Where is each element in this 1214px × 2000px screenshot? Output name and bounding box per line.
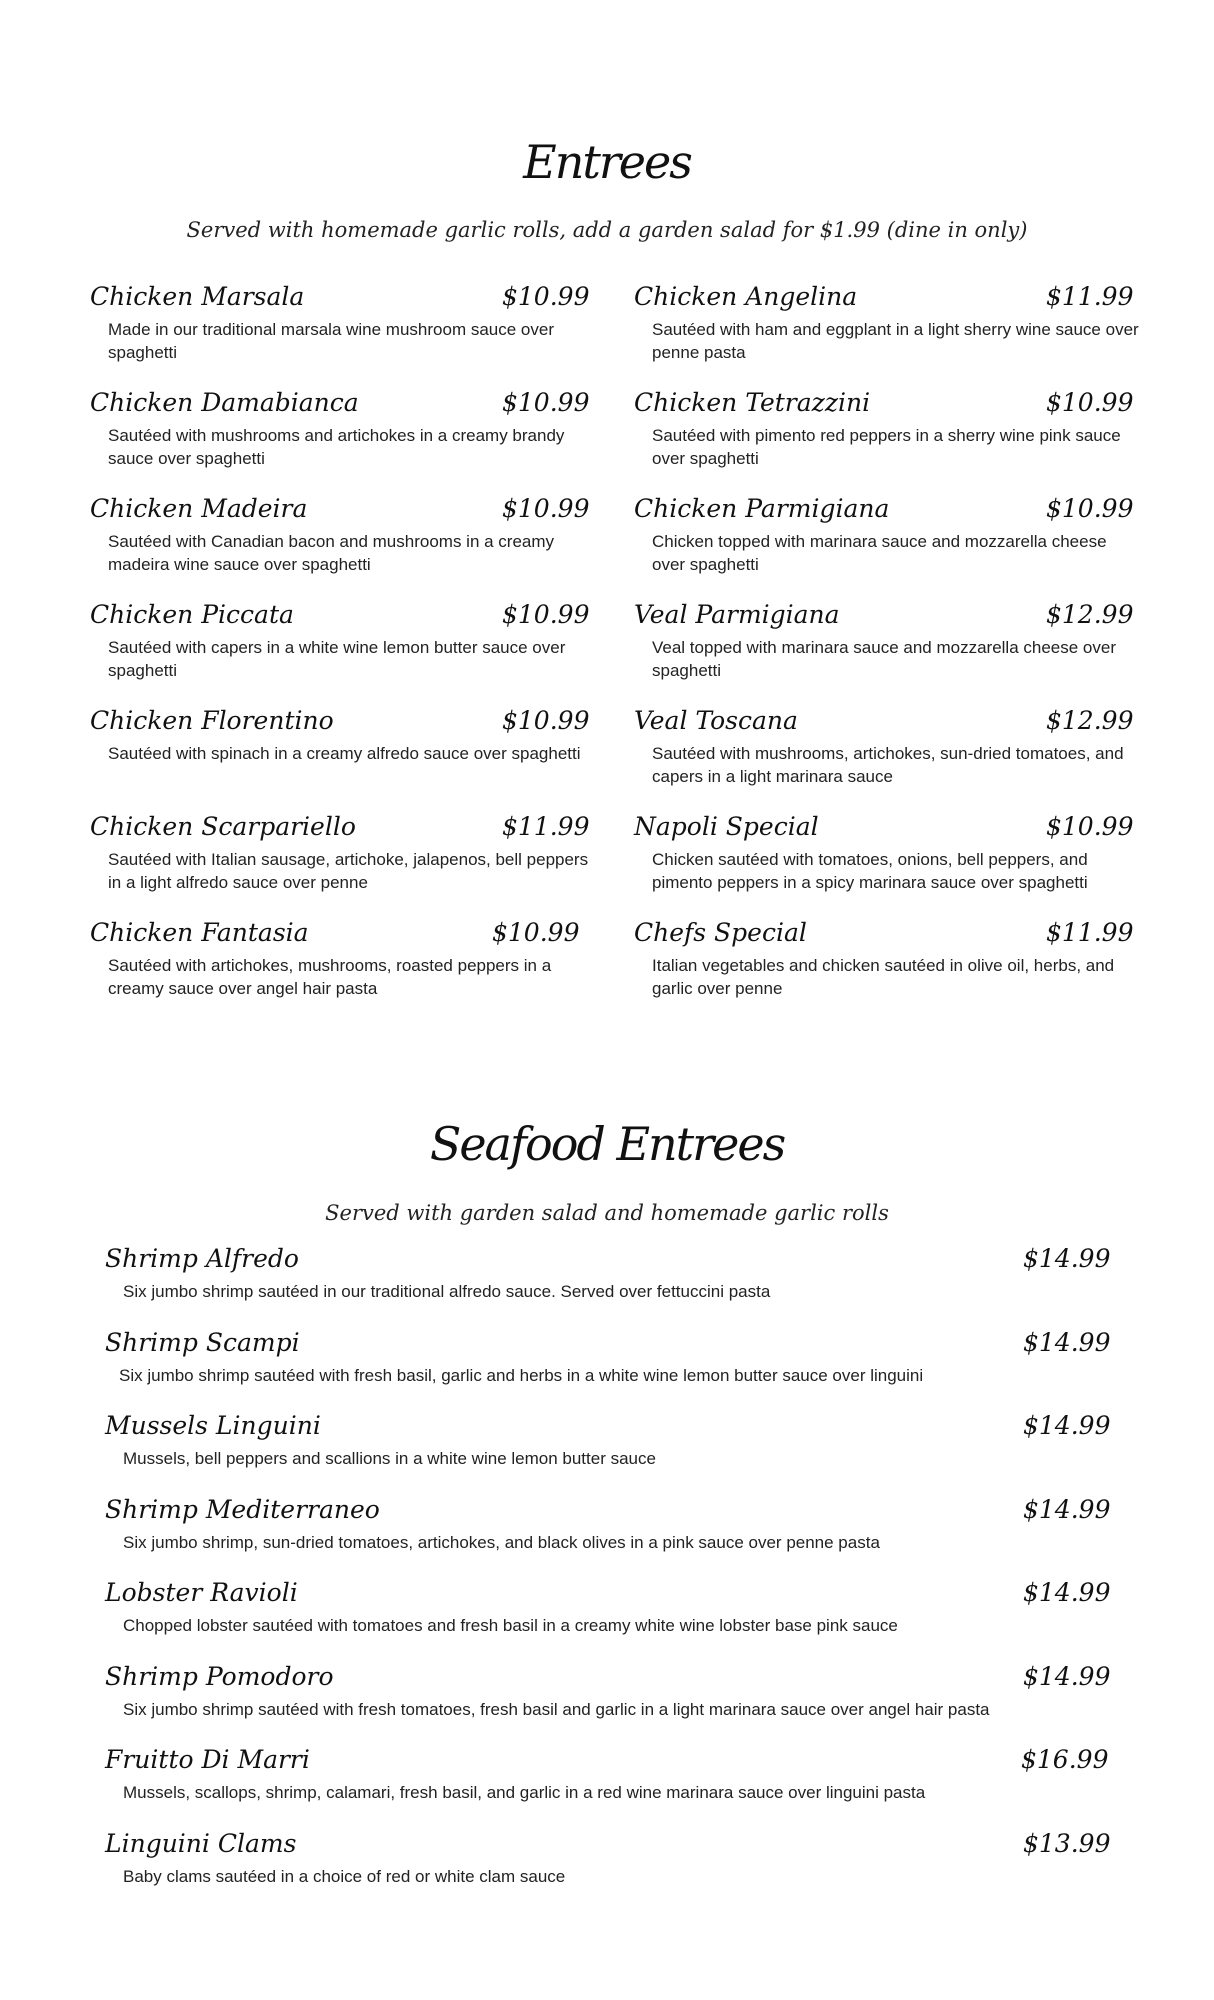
item-price: $11.99 [1046, 918, 1134, 947]
item-name: Linguini Clams [105, 1828, 297, 1858]
item-name: Fruitto Di Marri [105, 1745, 310, 1774]
menu-item [90, 918, 590, 1024]
menu-item [105, 1411, 1145, 1495]
item-name: Chicken Fantasia [90, 918, 309, 947]
item-description: Sautéed with ham and eggplant in a light sherry wine sauce over penne pasta [652, 320, 1139, 362]
item-price: $14.99 [1023, 1494, 1111, 1524]
item-price: $13.99 [1023, 1828, 1111, 1858]
item-name: Chicken Madeira [90, 494, 308, 523]
item-description: Mussels, bell peppers and scallions in a white wine lemon butter sauce [123, 1449, 656, 1468]
item-description: Veal topped with marinara sauce and mozzarella cheese over spaghetti [652, 638, 1116, 680]
item-price: $10.99 [502, 494, 590, 523]
menu-item [634, 812, 1139, 918]
item-name: Veal Parmigiana [634, 600, 840, 629]
item-description: Six jumbo shrimp, sun-dried tomatoes, artichokes, and black olives in a pink sauce over penne pasta [123, 1532, 880, 1552]
entrees-left-column [90, 282, 590, 1024]
menu-item [105, 1244, 1145, 1328]
item-name: Mussels Linguini [105, 1411, 321, 1440]
menu-item [90, 494, 590, 600]
item-description: Sautéed with Italian sausage, artichoke, jalapenos, bell peppers in a light alfredo sauce over penne [108, 850, 589, 892]
item-name: Chicken Tetrazzini [634, 388, 871, 417]
item-description: Sautéed with Canadian bacon and mushrooms in a creamy madeira wine sauce over spaghetti [108, 532, 555, 574]
item-price: $16.99 [1021, 1745, 1109, 1774]
item-description: Italian vegetables and chicken sautéed in olive oil, herbs, and garlic over penne [652, 956, 1115, 998]
menu-item [634, 494, 1139, 600]
menu-item [105, 1328, 1145, 1412]
menu-item [105, 1578, 1145, 1662]
item-description: Sautéed with capers in a white wine lemon butter sauce over spaghetti [108, 638, 566, 680]
item-description: Chicken sautéed with tomatoes, onions, bell peppers, and pimento peppers in a spicy marinara sauce over spaghetti [652, 850, 1088, 892]
item-description: Six jumbo shrimp sautéed in our traditional alfredo sauce. Served over fettuccini pasta [123, 1282, 771, 1301]
item-description: Sautéed with mushrooms and artichokes in a creamy brandy sauce over spaghetti [108, 426, 565, 468]
item-description: Sautéed with artichokes, mushrooms, roasted peppers in a creamy sauce over angel hair pasta [108, 956, 552, 998]
item-price: $10.99 [502, 600, 590, 629]
item-price: $11.99 [1046, 282, 1134, 311]
item-description: Six jumbo shrimp sautéed with fresh basil, garlic and herbs in a white wine lemon butter sauce over linguini [119, 1365, 924, 1385]
seafood-title: Seafood Entrees [429, 1117, 785, 1171]
menu-item [90, 812, 590, 918]
menu-item [90, 706, 590, 812]
seafood-subtitle: Served with garden salad and homemade garlic rolls [325, 1201, 889, 1225]
item-name: Chicken Damabianca [90, 388, 359, 417]
menu-item [90, 388, 590, 494]
item-price: $10.99 [1046, 812, 1134, 841]
item-name: Shrimp Pomodoro [105, 1661, 334, 1691]
seafood-list [105, 1244, 1145, 1912]
menu-item [105, 1495, 1145, 1579]
item-description: Six jumbo shrimp sautéed with fresh tomatoes, fresh basil and garlic in a light marinara sauce over angel hair pasta [123, 1699, 990, 1719]
menu-item [634, 706, 1139, 812]
item-name: Lobster Ravioli [105, 1578, 298, 1607]
item-name: Chicken Scarpariello [90, 812, 356, 841]
item-price: $10.99 [502, 706, 590, 735]
menu-item [634, 918, 1139, 1024]
item-description: Chopped lobster sautéed with tomatoes and fresh basil in a creamy white wine lobster base pink sauce [123, 1616, 898, 1635]
entrees-right-column [634, 282, 1139, 1024]
item-price: $11.99 [502, 812, 590, 841]
item-name: Shrimp Alfredo [105, 1244, 299, 1273]
item-price: $10.99 [502, 388, 590, 417]
item-name: Chefs Special [634, 918, 807, 947]
item-name: Chicken Parmigiana [634, 494, 890, 523]
menu-item [634, 600, 1139, 706]
item-price: $12.99 [1046, 706, 1134, 735]
item-description: Sautéed with pimento red peppers in a sherry wine pink sauce over spaghetti [652, 426, 1121, 468]
item-price: $14.99 [1023, 1244, 1111, 1273]
item-price: $14.99 [1023, 1411, 1111, 1440]
entrees-title: Entrees [523, 135, 691, 189]
item-name: Napoli Special [634, 812, 819, 841]
item-description: Mussels, scallops, shrimp, calamari, fresh basil, and garlic in a red wine marinara sauce over linguini pasta [123, 1783, 926, 1802]
item-price: $12.99 [1046, 600, 1134, 629]
menu-item [105, 1745, 1145, 1829]
menu-item [90, 600, 590, 706]
item-price: $10.99 [492, 918, 580, 947]
menu-item [105, 1662, 1145, 1746]
menu-item [105, 1829, 1145, 1913]
item-description: Sautéed with mushrooms, artichokes, sun-dried tomatoes, and capers in a light marinara sauce [652, 744, 1124, 786]
entrees-subtitle: Served with homemade garlic rolls, add a garden salad for $1.99 (dine in only) [186, 218, 1028, 242]
item-description: Sautéed with spinach in a creamy alfredo sauce over spaghetti [108, 744, 581, 763]
item-description: Baby clams sautéed in a choice of red or white clam sauce [123, 1866, 566, 1886]
item-description: Chicken topped with marinara sauce and mozzarella cheese over spaghetti [652, 532, 1107, 574]
menu-item [634, 282, 1139, 388]
menu-item [634, 388, 1139, 494]
menu-item [90, 282, 590, 388]
item-description: Made in our traditional marsala wine mushroom sauce over spaghetti [108, 320, 554, 362]
item-price: $10.99 [1046, 388, 1134, 417]
item-name: Chicken Angelina [634, 282, 858, 311]
item-name: Shrimp Mediterraneo [105, 1494, 380, 1524]
item-price: $14.99 [1023, 1327, 1111, 1357]
item-name: Shrimp Scampi [105, 1327, 300, 1357]
item-name: Chicken Piccata [90, 600, 294, 629]
item-price: $14.99 [1023, 1578, 1111, 1607]
item-name: Chicken Florentino [90, 706, 334, 735]
item-name: Chicken Marsala [90, 282, 305, 311]
item-name: Veal Toscana [634, 706, 798, 735]
item-price: $14.99 [1023, 1661, 1111, 1691]
item-price: $10.99 [1046, 494, 1134, 523]
item-price: $10.99 [502, 282, 590, 311]
